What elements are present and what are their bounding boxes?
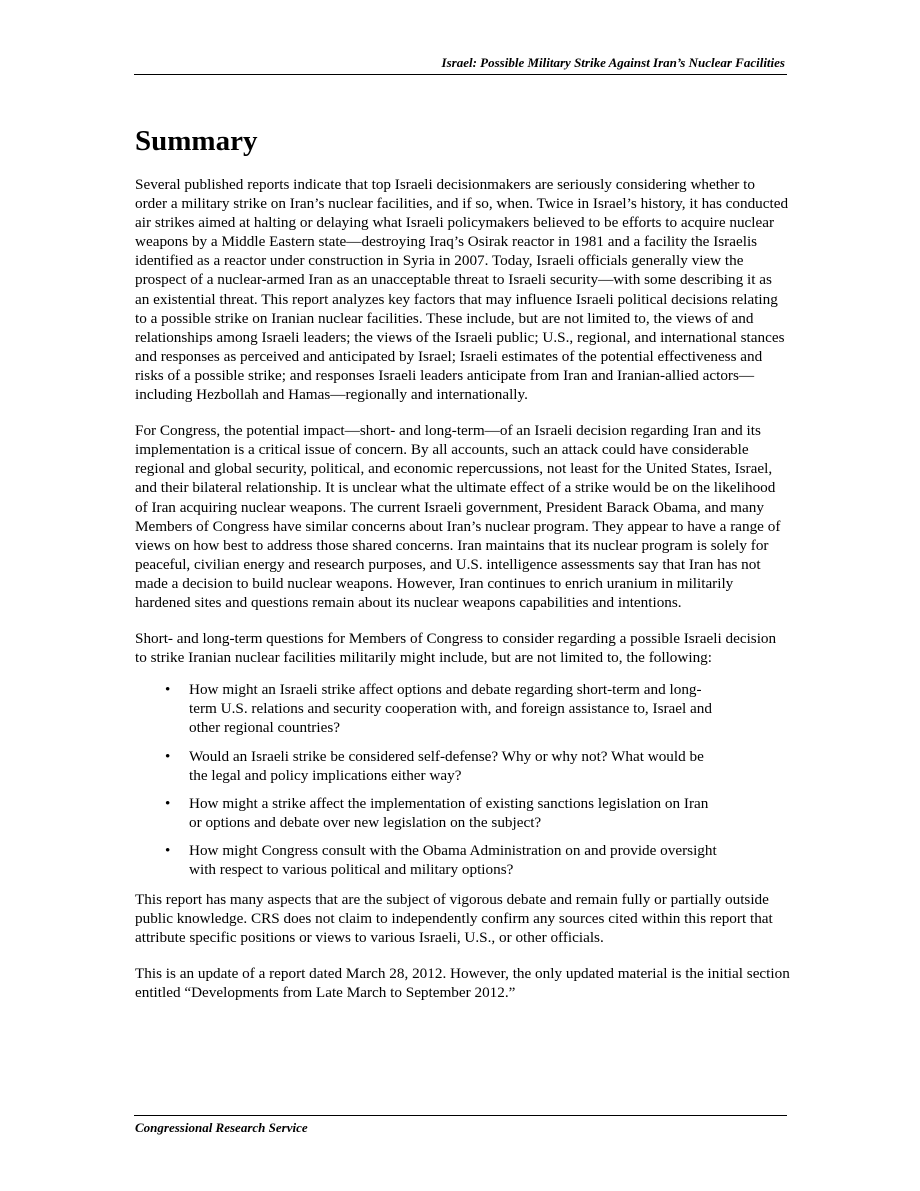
list-item-text: How might a strike affect the implementation of existing sanctions legislation on Iran or options and debate over new legislation on the subject? bbox=[189, 794, 709, 831]
running-footer: Congressional Research Service bbox=[135, 1120, 308, 1135]
list-item bbox=[135, 680, 719, 737]
header-divider bbox=[134, 74, 787, 75]
paragraph-disclaimer: This report has many aspects that are the subject of vigorous debate and remain fully or partially outside public knowledge. CRS does not claim to independently confirm any sources cited within this report that attribute specific positions or views to various Israeli, U.S., or other officials. bbox=[135, 891, 773, 947]
paragraph-intro: Several published reports indicate that top Israeli decisionmakers are seriously considering whether to order a military strike on Iran’s nuclear facilities, and if so, when. Twice in Israel’s history, it has conducted air strikes aimed at halting or delaying what Israeli policymakers believed to be efforts to acquire nuclear weapons by a Middle Eastern state—destroying Iraq’s Osirak reactor in 1981 and a facility the Israelis identified as a reactor under construction in Syria in 2007. Today, Israeli officials generally view the prospect of a nuclear-armed Iran as an unacceptable threat to Israeli security—with some describing it as an existential threat. This report analyzes key factors that may influence Israeli political decisions relating to a possible strike on Iranian nuclear facilities. These include, but are not limited to, the views of and relationships among Israeli leaders; the views of the Israeli public; U.S., regional, and international stances and responses as perceived and anticipated by Israel; Israeli estimates of the potential effectiveness and risks of a possible strike; and responses Israeli leaders anticipate from Iran and Iranian-allied actors—including Hezbollah and Hamas—regionally and internationally. bbox=[135, 176, 789, 404]
footer-divider bbox=[134, 1115, 787, 1116]
running-header: Israel: Possible Military Strike Against Iran’s Nuclear Facilities bbox=[441, 55, 785, 70]
list-item bbox=[135, 794, 719, 832]
paragraph-congress: For Congress, the potential impact—short- and long-term—of an Israeli decision regarding Iran and its implementation is a critical issue of concern. By all accounts, such an attack could have considerable regional and global security, political, and economic repercussions, not least for the United States, Israel, and their bilateral relationship. It is unclear what the ultimate effect of a strike would be on the likelihood of Iran acquiring nuclear weapons. The current Israeli government, President Barack Obama, and many Members of Congress have similar concerns about Iran’s nuclear program. They appear to have a range of views on how best to address those shared concerns. Iran maintains that its nuclear program is solely for peaceful, civilian energy and research purposes, and U.S. intelligence assessments say that Iran has not made a decision to build nuclear weapons. However, Iran continues to enrich uranium in militarily hardened sites and questions remain about its nuclear weapons capabilities and intentions. bbox=[135, 422, 781, 611]
page-title: Summary bbox=[135, 125, 258, 157]
summary-body bbox=[135, 175, 790, 1020]
question-list bbox=[135, 680, 790, 879]
bullet-icon: • bbox=[165, 841, 171, 859]
list-item-text: How might an Israeli strike affect options and debate regarding short-term and long-term U.S. relations and security cooperation with, and foreign assistance to, Israel and other regional countries? bbox=[189, 681, 712, 737]
paragraph-questions-intro: Short- and long-term questions for Members of Congress to consider regarding a possible Israeli decision to strike Iranian nuclear facilities militarily might include, but are not limited to, the following: bbox=[135, 630, 777, 667]
paragraph-update-note: This is an update of a report dated March 28, 2012. However, the only updated material is the initial section entitled “Developments from Late March to September 2012.” bbox=[135, 965, 790, 1002]
list-item bbox=[135, 747, 719, 785]
bullet-icon: • bbox=[165, 681, 171, 699]
list-item bbox=[135, 841, 719, 879]
bullet-icon: • bbox=[165, 794, 171, 812]
bullet-icon: • bbox=[165, 747, 171, 765]
list-item-text: Would an Israeli strike be considered self-defense? Why or why not? What would be the legal and policy implications either way? bbox=[189, 747, 704, 784]
list-item-text: How might Congress consult with the Obama Administration on and provide oversight with respect to various political and military options? bbox=[189, 841, 717, 878]
